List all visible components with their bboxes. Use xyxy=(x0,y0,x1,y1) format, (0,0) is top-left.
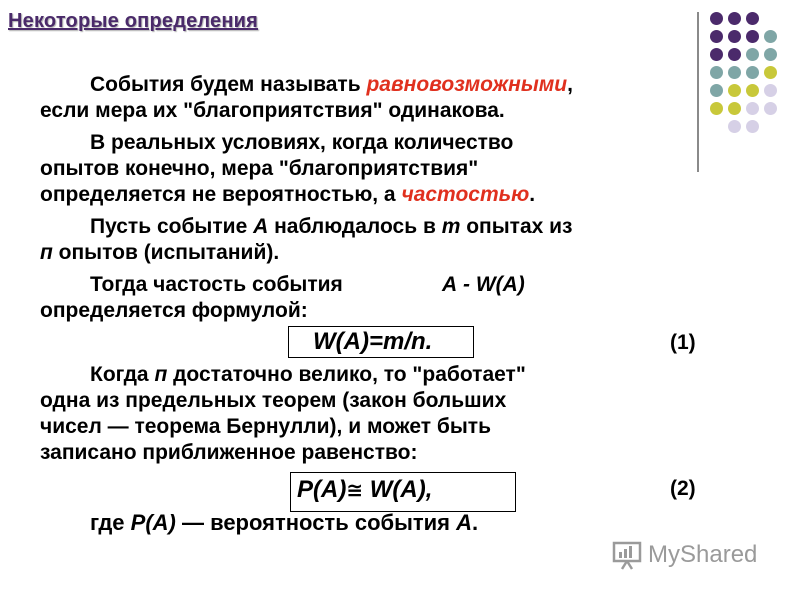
decor-dot xyxy=(764,30,777,43)
formula-1: W(A)=m/n. xyxy=(313,328,433,355)
formula-2-left: Р(А) xyxy=(297,476,347,503)
decor-dot xyxy=(728,84,741,97)
text: где xyxy=(90,510,131,535)
approx-equal-symbol: ≅ xyxy=(346,480,364,502)
decor-dot xyxy=(746,66,759,79)
paragraph-3-line-2 xyxy=(40,240,279,266)
text: Когда xyxy=(90,363,155,386)
decor-dot xyxy=(710,102,723,115)
decor-dot xyxy=(728,120,741,133)
decor-dot xyxy=(746,84,759,97)
paragraph-4-symbol: А - W(A) xyxy=(442,273,525,296)
formula-2-box xyxy=(290,472,516,512)
decorative-dot-grid xyxy=(708,12,798,132)
decor-dot xyxy=(728,102,741,115)
text: определяется не вероятностью, а xyxy=(40,183,402,206)
text: События будем называть xyxy=(90,73,367,96)
paragraph-2-line-3 xyxy=(40,182,535,208)
formula-1-box xyxy=(288,326,474,358)
highlight-term: равновозможными xyxy=(366,73,568,96)
myshared-watermark xyxy=(612,540,757,570)
decor-dot xyxy=(728,12,741,25)
equation-number-2: (2) xyxy=(670,477,696,500)
decor-dot xyxy=(710,12,723,25)
decor-dot xyxy=(746,30,759,43)
text: — вероятность события xyxy=(175,510,457,535)
decor-dot xyxy=(728,30,741,43)
paragraph-5-line-3: чисел — теорема Бернулли), и может быть xyxy=(40,415,491,438)
text: . xyxy=(529,183,536,206)
math-symbol: Р(А) xyxy=(130,510,176,535)
decor-dot xyxy=(710,48,723,61)
decor-dot xyxy=(728,48,741,61)
presentation-board-icon xyxy=(612,540,644,570)
watermark-text: MyShared xyxy=(648,541,758,568)
highlight-term: частостью xyxy=(401,183,530,206)
slide-title: Некоторые определения xyxy=(8,10,259,32)
paragraph-2-line-1: В реальных условиях, когда количество xyxy=(90,131,514,154)
text: достаточно велико, то "работает" xyxy=(167,363,526,386)
text: опытов (испытаний). xyxy=(52,241,280,264)
decor-dot xyxy=(710,30,723,43)
paragraph-3-line-1 xyxy=(90,214,572,240)
paragraph-6 xyxy=(90,510,478,536)
math-symbol: п xyxy=(154,363,168,386)
math-symbol: А xyxy=(456,510,473,535)
formula-2-right: W(A), xyxy=(363,476,433,503)
math-symbol: т xyxy=(441,215,461,238)
decor-dot xyxy=(746,120,759,133)
math-symbol: п xyxy=(40,241,53,264)
paragraph-5-line-4: записано приближенное равенство: xyxy=(40,441,418,464)
decor-dot xyxy=(746,12,759,25)
text: . xyxy=(472,510,479,535)
paragraph-5-line-2: одна из предельных теорем (закон больших xyxy=(40,389,507,412)
text: наблюдалось в xyxy=(268,215,442,238)
paragraph-2-line-2: опытов конечно, мера "благоприятствия" xyxy=(40,157,479,180)
paragraph-5-line-1 xyxy=(90,362,526,388)
paragraph-1-line-2: если мера их "благоприятствия" одинакова. xyxy=(40,99,505,122)
decor-dot xyxy=(764,102,777,115)
paragraph-4-line-2: определяется формулой: xyxy=(40,299,308,322)
paragraph-1-line-1 xyxy=(90,72,573,98)
math-symbol: А xyxy=(253,215,269,238)
decor-dot xyxy=(746,48,759,61)
decor-dot xyxy=(728,66,741,79)
decor-dot xyxy=(764,48,777,61)
decor-dot xyxy=(710,84,723,97)
decorative-vertical-line xyxy=(697,12,699,172)
decor-dot xyxy=(710,66,723,79)
decor-dot xyxy=(746,102,759,115)
decor-dot xyxy=(764,66,777,79)
text: Пусть событие xyxy=(90,215,254,238)
text: опытах из xyxy=(460,215,573,238)
text: , xyxy=(567,73,573,96)
equation-number-1: (1) xyxy=(670,331,696,354)
paragraph-4-line-1: Тогда частость события xyxy=(90,273,343,296)
decor-dot xyxy=(764,84,777,97)
